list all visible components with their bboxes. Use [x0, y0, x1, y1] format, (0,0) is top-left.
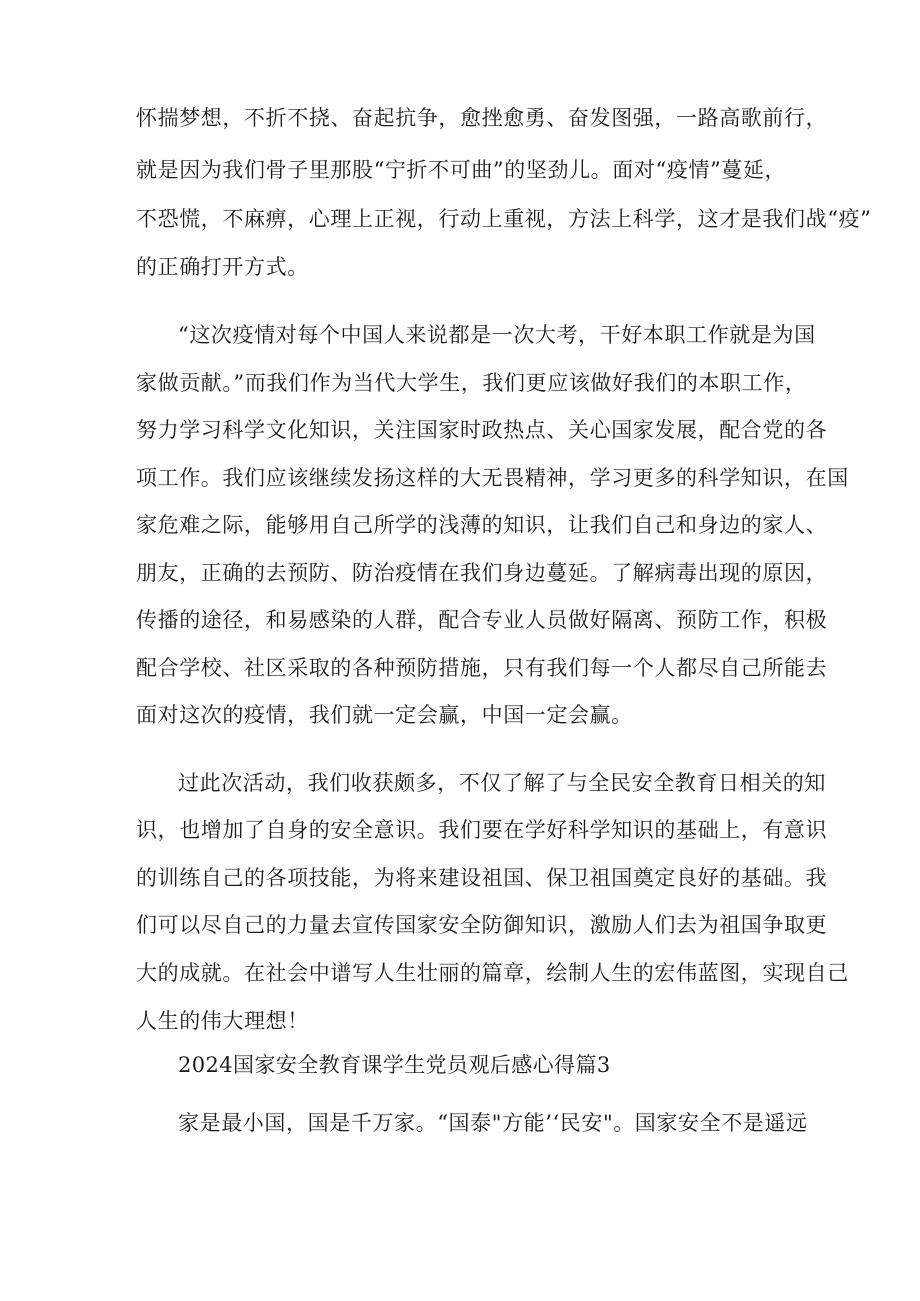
paragraph-4-line-1: 家是最小国，国是千万家。“国泰"方能’‘民安"。国家安全不是遥远	[178, 1111, 808, 1135]
paragraph-2-line-5: 家危难之际，能够用自己所学的浅薄的知识，让我们自己和身边的家人、	[136, 513, 828, 537]
paragraph-1-line-2: 就是因为我们骨子里那股“宁折不可曲”的坚劲儿。面对“疫情”蔓延，	[136, 158, 787, 182]
paragraph-1-line-3: 不恐慌，不麻痹，心理上正视，行动上重视，方法上科学，这才是我们战“疫”	[136, 207, 872, 231]
paragraph-3-line-6: 人生的伟大理想！	[136, 1009, 309, 1033]
paragraph-2-line-6: 朋友，正确的去预防、防治疫情在我们身边蔓延。了解病毒出现的原因，	[136, 561, 828, 585]
paragraph-2-line-2: 家做贡献。”而我们作为当代大学生，我们更应该做好我们的本职工作，	[136, 371, 807, 395]
paragraph-3-line-3: 的训练自己的各项技能，为将来建设祖国、保卫祖国奠定良好的基础。我	[136, 866, 828, 890]
paragraph-2-line-4: 项工作。我们应该继续发扬这样的大无畏精神，学习更多的科学知识，在国	[136, 466, 849, 490]
paragraph-1-line-1: 怀揣梦想，不折不挠、奋起抗争，愈挫愈勇、奋发图强，一路高歌前行，	[136, 106, 828, 130]
paragraph-2-line-9: 面对这次的疫情，我们就一定会赢，中国一定会赢。	[136, 703, 633, 727]
section-heading: 2024国家安全教育课学生党员观后感心得篇3	[178, 1053, 611, 1077]
paragraph-2-line-1: “这次疫情对每个中国人来说都是一次大考，干好本职工作就是为国	[178, 323, 816, 347]
paragraph-3-line-2: 识，也增加了自身的安全意识。我们要在学好科学知识的基础上，有意识	[136, 818, 828, 842]
paragraph-3-line-4: 们可以尽自己的力量去宣传国家安全防御知识，激励人们去为祖国争取更	[136, 913, 828, 937]
paragraph-2-line-8: 配合学校、社区采取的各种预防措施，只有我们每一个人都尽自己所能去	[136, 656, 828, 680]
paragraph-2-line-3: 努力学习科学文化知识，关注国家时政热点、关心国家发展，配合党的各	[136, 418, 828, 442]
paragraph-3-line-1: 过此次活动，我们收获颇多，不仅了解了与全民安全教育日相关的知	[178, 771, 826, 795]
paragraph-3-line-5: 大的成就。在社会中谱写人生壮丽的篇章，绘制人生的宏伟蓝图，实现自己	[136, 961, 849, 985]
paragraph-2-line-7: 传播的途径，和易感染的人群，配合专业人员做好隔离、预防工作，积极	[136, 608, 828, 632]
paragraph-1-line-4: 的正确打开方式。	[136, 255, 309, 279]
